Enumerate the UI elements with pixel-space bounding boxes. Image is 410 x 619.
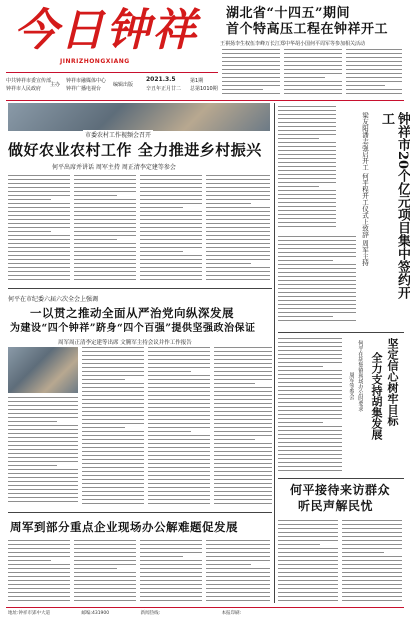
top-headline-1: 湖北省“十四五”期间 — [226, 6, 350, 21]
issue-number: 第1期 — [190, 78, 204, 84]
lead-divider — [8, 288, 272, 289]
masthead-info: 中共钟祥市委宣传部 钟祥市人民政府 主办 钟祥市融媒体中心 钟祥广播电视台 编辑出版 2021.3.5 辛丑年正月廿二 第1期 总第1010期 — [6, 76, 218, 92]
mid-right-body — [278, 338, 342, 474]
publisher-4: 钟祥广播电视台 — [66, 86, 102, 92]
footer-postcode: 邮编:431900 — [81, 611, 110, 616]
right-bottom-body-1 — [278, 520, 338, 606]
right-bottom-body-2 — [342, 520, 402, 606]
footer-rule — [6, 607, 404, 608]
footer — [8, 610, 404, 616]
issue-total: 总第1010期 — [190, 86, 218, 92]
right-divider-1 — [278, 332, 404, 333]
header-rule — [6, 100, 404, 101]
publisher-org: 编辑出版 — [113, 82, 134, 88]
second-body-col-3 — [148, 347, 210, 507]
lead-photo — [8, 103, 270, 131]
masthead-pinyin: JINRIZHONGXIANG — [60, 58, 130, 65]
footer-hotline: 新闻热线: — [140, 611, 161, 616]
lead-headline: 做好农业农村工作 全力推进乡村振兴 — [8, 141, 262, 159]
mid-right-vertical-2: 全力支持胡集发展 — [370, 352, 383, 440]
right-bottom-headline-2: 听民声解民忧 — [298, 499, 374, 513]
second-deck: 周军周正清李定建等出席 文腾军主持会议并作工作报告 — [58, 340, 192, 346]
right-divider-2 — [278, 478, 404, 479]
top-body-col-1 — [222, 49, 280, 99]
right-body-col-a — [278, 106, 336, 232]
mid-right-vertical-sub-2: 周军等参会 — [348, 372, 354, 400]
second-headline-2: 为建设“四个钟祥”跻身“四个百强”提供坚强政治保证 — [10, 323, 256, 334]
top-body-col-2 — [284, 49, 342, 99]
second-headline-1: 一以贯之推动全面从严治党向纵深发展 — [30, 306, 234, 320]
second-photo — [8, 347, 78, 393]
right-vertical-headline: 钟祥市20个亿元项目集中签约开工 — [379, 112, 410, 300]
bottom-headline: 周军到部分重点企业现场办公解难题促发展 — [10, 520, 238, 534]
bottom-body-col-4 — [206, 540, 270, 606]
bottom-body-col-1 — [8, 540, 70, 606]
right-bottom-headline-1: 何平接待来访群众 — [290, 483, 391, 497]
second-body-col-1 — [8, 397, 78, 507]
lead-body-col-2 — [74, 175, 136, 285]
lunar-date: 辛丑年正月廿二 — [146, 86, 182, 92]
publisher-2: 钟祥市人民政府 — [6, 86, 42, 92]
second-divider — [8, 512, 272, 513]
top-headline-2: 首个特高压工程在钟祥开工 — [226, 22, 389, 37]
issue-date: 2021.3.5 — [146, 76, 176, 83]
footer-address: 地址:钟祥市郢中大道 — [8, 611, 51, 616]
top-body-col-3 — [346, 49, 402, 99]
bottom-body-col-3 — [140, 540, 202, 606]
lead-body-col-3 — [140, 175, 202, 285]
lead-deck: 何平出席并讲话 周军主持 周正清李定建等参会 — [52, 164, 176, 171]
second-body-col-4 — [214, 347, 272, 507]
column-rule — [274, 103, 275, 603]
mid-right-vertical-1: 坚定信心树牢目标 — [386, 338, 399, 426]
top-deck: 王祺扬李生权伍李峰万长江郑中华胡小国何平周军等参加相关活动 — [220, 41, 366, 47]
masthead-rule — [6, 72, 218, 73]
masthead-title: 今日钟祥 — [14, 5, 198, 56]
publisher-1: 中共钟祥市委宣传部 — [6, 78, 52, 84]
bottom-body-col-2 — [74, 540, 136, 606]
right-vertical-sub: 梁友阳潘志强启开工 何平程开工仪式上致辞 周军主持 — [361, 112, 369, 266]
lead-kicker: 市委农村工作视频会召开 — [85, 132, 152, 139]
second-body-col-2 — [82, 347, 144, 507]
publisher-3: 钟祥市融媒体中心 — [66, 78, 107, 84]
second-kicker: 何平在市纪委六届六次全会上强调 — [8, 296, 99, 303]
right-body-col-b — [278, 236, 356, 328]
mid-right-vertical-sub-1: 何平在胡集镇现场办公时要求 — [357, 340, 363, 412]
footer-printer: 本报印刷: — [221, 611, 242, 616]
lead-body-col-4 — [206, 175, 270, 285]
lead-body-col-1 — [8, 175, 70, 285]
